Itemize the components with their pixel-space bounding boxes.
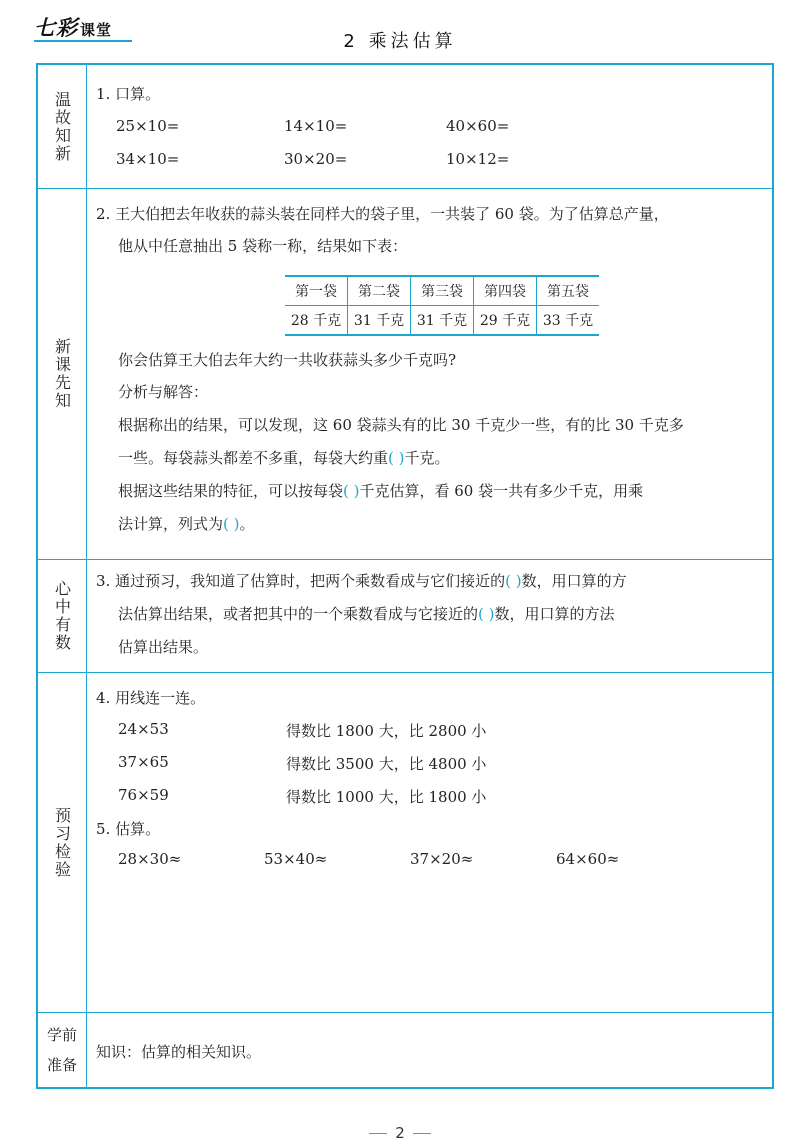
- calc-item: 10×12=: [446, 150, 510, 168]
- section-label-cell: [38, 189, 87, 559]
- q3-text: 法估算出结果，或者把其中的一个乘数看成与它接近的: [118, 605, 479, 623]
- table-header-cell: 第三袋: [411, 276, 474, 306]
- match-left-item[interactable]: 76×59: [118, 786, 169, 804]
- answer-blank[interactable]: ( ): [223, 515, 240, 533]
- calc-item: 40×60=: [446, 117, 510, 135]
- question-text: 你会估算王大伯去年大约一共收获蒜头多少千克吗?: [118, 351, 457, 369]
- section-check: [38, 673, 772, 1013]
- section-new-lesson: [38, 189, 772, 560]
- estimate-item: 37×20≈: [410, 850, 474, 868]
- section-label-cell: [38, 560, 87, 672]
- calc-item: 14×10=: [284, 117, 348, 135]
- analysis-text: 。: [239, 515, 255, 533]
- calc-item: 25×10=: [116, 117, 180, 135]
- q4-title: 4. 用线连一连。: [96, 689, 206, 707]
- calc-item: 30×20=: [284, 150, 348, 168]
- section-prep: [38, 1013, 772, 1087]
- q3-line: [118, 603, 615, 624]
- table-row: [285, 306, 599, 336]
- section-label-cell: [38, 1013, 87, 1087]
- new-lesson-content: [96, 189, 766, 559]
- q2-line: 2. 王大伯把去年收获的蒜头装在同样大的袋子里，一共装了 60 袋。为了估算总产量，: [96, 205, 669, 223]
- table-cell: 31 千克: [411, 306, 474, 336]
- section-label-cell: [38, 673, 87, 1012]
- section-label-new-lesson: 新课先知: [52, 338, 72, 410]
- table-header-cell: 第四袋: [474, 276, 537, 306]
- logo-sub-text: 课堂: [80, 21, 113, 39]
- analysis-text: 一些。每袋蒜头都差不多重，每袋大约重: [118, 449, 389, 467]
- table-cell: 31 千克: [348, 306, 411, 336]
- prep-label-line: 准备: [46, 1056, 77, 1074]
- analysis-text: 千克。: [404, 449, 450, 467]
- worksheet-frame: [36, 63, 774, 1089]
- page-dash: [369, 1133, 387, 1134]
- match-right-item[interactable]: 得数比 3500 大，比 4800 小: [286, 755, 487, 773]
- section-review: [38, 65, 772, 189]
- q5-title: 5. 估算。: [96, 820, 161, 838]
- q2-line: 他从中任意抽出 5 袋称一称，结果如下表：: [118, 237, 408, 255]
- estimate-item: 53×40≈: [264, 850, 328, 868]
- section-label-prep: [47, 1020, 77, 1080]
- match-right-item[interactable]: 得数比 1000 大，比 1800 小: [286, 788, 487, 806]
- answer-blank[interactable]: ( ): [478, 605, 495, 623]
- analysis-line: [118, 513, 255, 534]
- answer-blank[interactable]: ( ): [343, 482, 360, 500]
- analysis-line: [118, 447, 450, 468]
- page-dash: [413, 1133, 431, 1134]
- table-cell: 29 千克: [474, 306, 537, 336]
- q3-line: 估算出结果。: [118, 638, 209, 656]
- analysis-text: 法计算，列式为: [118, 515, 224, 533]
- analysis-text: 千克估算，看 60 袋一共有多少千克，用乘: [359, 482, 644, 500]
- analysis-text: 根据这些结果的特征，可以按每袋: [118, 482, 344, 500]
- analysis-title: 分析与解答：: [118, 383, 209, 401]
- match-right-item[interactable]: 得数比 1800 大，比 2800 小: [286, 722, 487, 740]
- estimate-item: 28×30≈: [118, 850, 182, 868]
- analysis-line: [118, 480, 643, 501]
- q1-title: 1. 口算。: [96, 85, 161, 103]
- table-header-cell: 第一袋: [285, 276, 348, 306]
- section-label-mind: 心中有数: [52, 580, 72, 652]
- q3-line: [96, 570, 627, 591]
- bag-weight-table: [285, 275, 599, 336]
- estimate-item: 64×60≈: [556, 850, 620, 868]
- q3-text: 数，用口算的方: [521, 572, 627, 590]
- answer-blank[interactable]: ( ): [388, 449, 405, 467]
- page-title: 2 乘法估算: [343, 31, 457, 52]
- answer-blank[interactable]: ( ): [505, 572, 522, 590]
- prep-label-line: 学前: [46, 1026, 77, 1044]
- table-cell: 28 千克: [285, 306, 348, 336]
- page-number-text: 2: [395, 1124, 405, 1142]
- table-header-row: [285, 276, 599, 306]
- prep-content: [96, 1013, 766, 1087]
- section-label-review: 温故知新: [52, 90, 72, 163]
- mind-content: [96, 560, 766, 672]
- check-content: [96, 673, 766, 1012]
- section-label-cell: [38, 65, 87, 188]
- match-left-item[interactable]: 24×53: [118, 720, 169, 738]
- calc-item: 34×10=: [116, 150, 180, 168]
- section-mind: [38, 560, 772, 673]
- page-number: [0, 1124, 800, 1142]
- prep-text: 知识：估算的相关知识。: [96, 1043, 262, 1061]
- section-label-check: 预习检验: [52, 806, 72, 879]
- logo-main-text: 七彩: [34, 16, 78, 40]
- table-header-cell: 第二袋: [348, 276, 411, 306]
- table-cell: 33 千克: [537, 306, 600, 336]
- q3-text: 数，用口算的方法: [494, 605, 615, 623]
- q3-text: 3. 通过预习，我知道了估算时，把两个乘数看成与它们接近的: [96, 572, 506, 590]
- table-header-cell: 第五袋: [537, 276, 600, 306]
- review-content: [96, 65, 766, 188]
- analysis-line: 根据称出的结果，可以发现，这 60 袋蒜头有的比 30 千克少一些，有的比 30 千克多: [118, 416, 684, 434]
- match-left-item[interactable]: 37×65: [118, 753, 169, 771]
